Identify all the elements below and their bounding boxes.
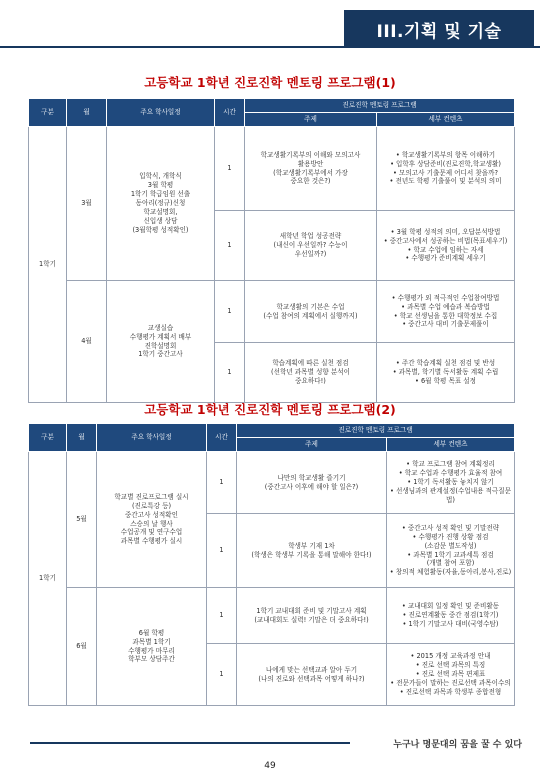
header-detail: 세부 컨텐츠 <box>387 438 515 452</box>
footer-rule <box>30 742 350 744</box>
topic-cell: 나에게 맞는 선택교과 알아 두기 (나의 진로와 선택과목 어떻게 하나?) <box>237 644 387 706</box>
header-topic: 주제 <box>245 113 377 127</box>
detail-cell: • 학교생활기록부의 항목 이해하기 • 입학후 상담준비(진로진학,학교생활) • 모의고사 기출문제 어디서 찾을까? • 전년도 학평 기출풀이 및 분석의 의미 <box>377 127 515 211</box>
time-cell: 1 <box>207 514 237 588</box>
detail-cell: • 3월 학평 성적의 의미, 오답분석방법 • 중간고사에서 성공하는 비법(목표세우기) • 학교 수업에 임하는 자세 • 수행평가 준비계획 세우기 <box>377 211 515 281</box>
header-schedule: 주요 학사일정 <box>97 424 207 452</box>
header-gubun: 구분 <box>29 424 67 452</box>
time-cell: 1 <box>215 211 245 281</box>
month-cell: 6월 <box>67 588 97 706</box>
header-program: 진로진학 멘토링 프로그램 <box>245 99 515 113</box>
time-cell: 1 <box>207 452 237 514</box>
time-cell: 1 <box>215 127 245 211</box>
month-cell: 3월 <box>67 127 107 281</box>
header-time: 시간 <box>215 99 245 127</box>
detail-cell: • 교내대회 일정 확인 및 준비활동 • 진로연계활동 중간 점검(1학기) • 1학기 기말고사 대비(국영수탐) <box>387 588 515 644</box>
topic-cell: 새학년 학업 성공전략 (내신이 우선일까? 수능이 우선일까?) <box>245 211 377 281</box>
schedule-cell: 학교별 진로프로그램 실시 (진로특강 등) 중간고사 성적확인 스승의 날 행사 수업공개 및 연구수업 과목별 수행평가 실시 <box>97 452 207 588</box>
header-gubun: 구분 <box>29 99 67 127</box>
schedule-cell: 입학식, 개학식 3월 학평 1학기 학급임원 선출 동아리(정규)신청 학교설명회, 신입생 상담 (3월학평 성적확인) <box>107 127 215 281</box>
topic-cell: 나만의 학교생활 즐기기 (중간고사 이후에 해야 할 일은?) <box>237 452 387 514</box>
header-time: 시간 <box>207 424 237 452</box>
time-cell: 1 <box>207 588 237 644</box>
time-cell: 1 <box>207 644 237 706</box>
topic-cell: 학교생활기록부의 이해와 모의고사 활용방안 (학교생활기록부에서 가장 중요한 것은?) <box>245 127 377 211</box>
detail-cell: • 주간 학습계획 실천 점검 및 반성 • 과목별, 학기별 독서활동 계획 수립 • 6월 학평 목표 설정 <box>377 343 515 403</box>
detail-cell: • 2015 개정 교육과정 안내 • 진로 선택 과목의 특징 • 진로 선택 과목 편제표 • 전문가들이 말하는 진로선택 과목이수의 • 진로선택 과목과 학생부 종합전형 <box>387 644 515 706</box>
grade-cell: 1학기 <box>29 452 67 706</box>
header-month: 월 <box>67 99 107 127</box>
table2-title: 고등학교 1학년 진로진학 멘토링 프로그램(2) <box>144 402 396 417</box>
mentoring-table-1 <box>28 98 515 403</box>
grade-cell: 1학기 <box>29 127 67 403</box>
header-program: 진로진학 멘토링 프로그램 <box>237 424 515 438</box>
schedule-cell: 6월 학평 과목별 1학기 수행평가 마무리 학부모 상담주간 <box>97 588 207 706</box>
topic-cell: 학습계획에 따른 실천 점검 (선학년 과목별 성향 분석이 중요하다!) <box>245 343 377 403</box>
section-title: III.기획 및 기술 <box>344 10 534 48</box>
month-cell: 4월 <box>67 281 107 403</box>
mentoring-table-2 <box>28 423 515 706</box>
topic-cell: 학생부 기재 1차 (학생은 학생부 기록을 통해 말해야 한다!) <box>237 514 387 588</box>
table1-title: 고등학교 1학년 진로진학 멘토링 프로그램(1) <box>144 75 396 90</box>
month-cell: 5월 <box>67 452 97 588</box>
topic-cell: 1학기 교내대회 준비 및 기말고사 계획 (교내대회도 실력! 기말은 더 중요하다!) <box>237 588 387 644</box>
time-cell: 1 <box>215 343 245 403</box>
footer-tagline: 누구나 명문대의 꿈을 꿀 수 있다 <box>393 740 522 750</box>
topic-cell: 학교생활의 기본은 수업 (수업 참여의 계획에서 실행까지) <box>245 281 377 343</box>
header-detail: 세부 컨텐츠 <box>377 113 515 127</box>
detail-cell: • 학교 프로그램 참여 계획정리 • 학교 수업과 수행평가 효율적 참여 • 1학기 독서활동 놓치지 않기 • 선생님과의 관계설정(수업내용 적극질문 법) <box>387 452 515 514</box>
header-month: 월 <box>67 424 97 452</box>
header-topic: 주제 <box>237 438 387 452</box>
page-number: 49 <box>264 761 276 771</box>
header-schedule: 주요 학사일정 <box>107 99 215 127</box>
time-cell: 1 <box>215 281 245 343</box>
detail-cell: • 수행평가 외 적극적인 수업참여방법 • 과목별 수업 예습과 복습방법 • 학교 선생님을 통한 대학정보 수집 • 중간고사 대비 기출문제풀이 <box>377 281 515 343</box>
schedule-cell: 교생실습 수행평가 계획서 배부 진학설명회 1학기 중간고사 <box>107 281 215 403</box>
detail-cell: • 중간고사 성적 확인 및 기말전략 • 수행평가 진행 상황 점검 (소감문 별도작성) • 과목별 1학기 교과세특 점검 (개별 참여 포함) • 창의적 체험활동(자율,동아리,봉사,진로) <box>387 514 515 588</box>
